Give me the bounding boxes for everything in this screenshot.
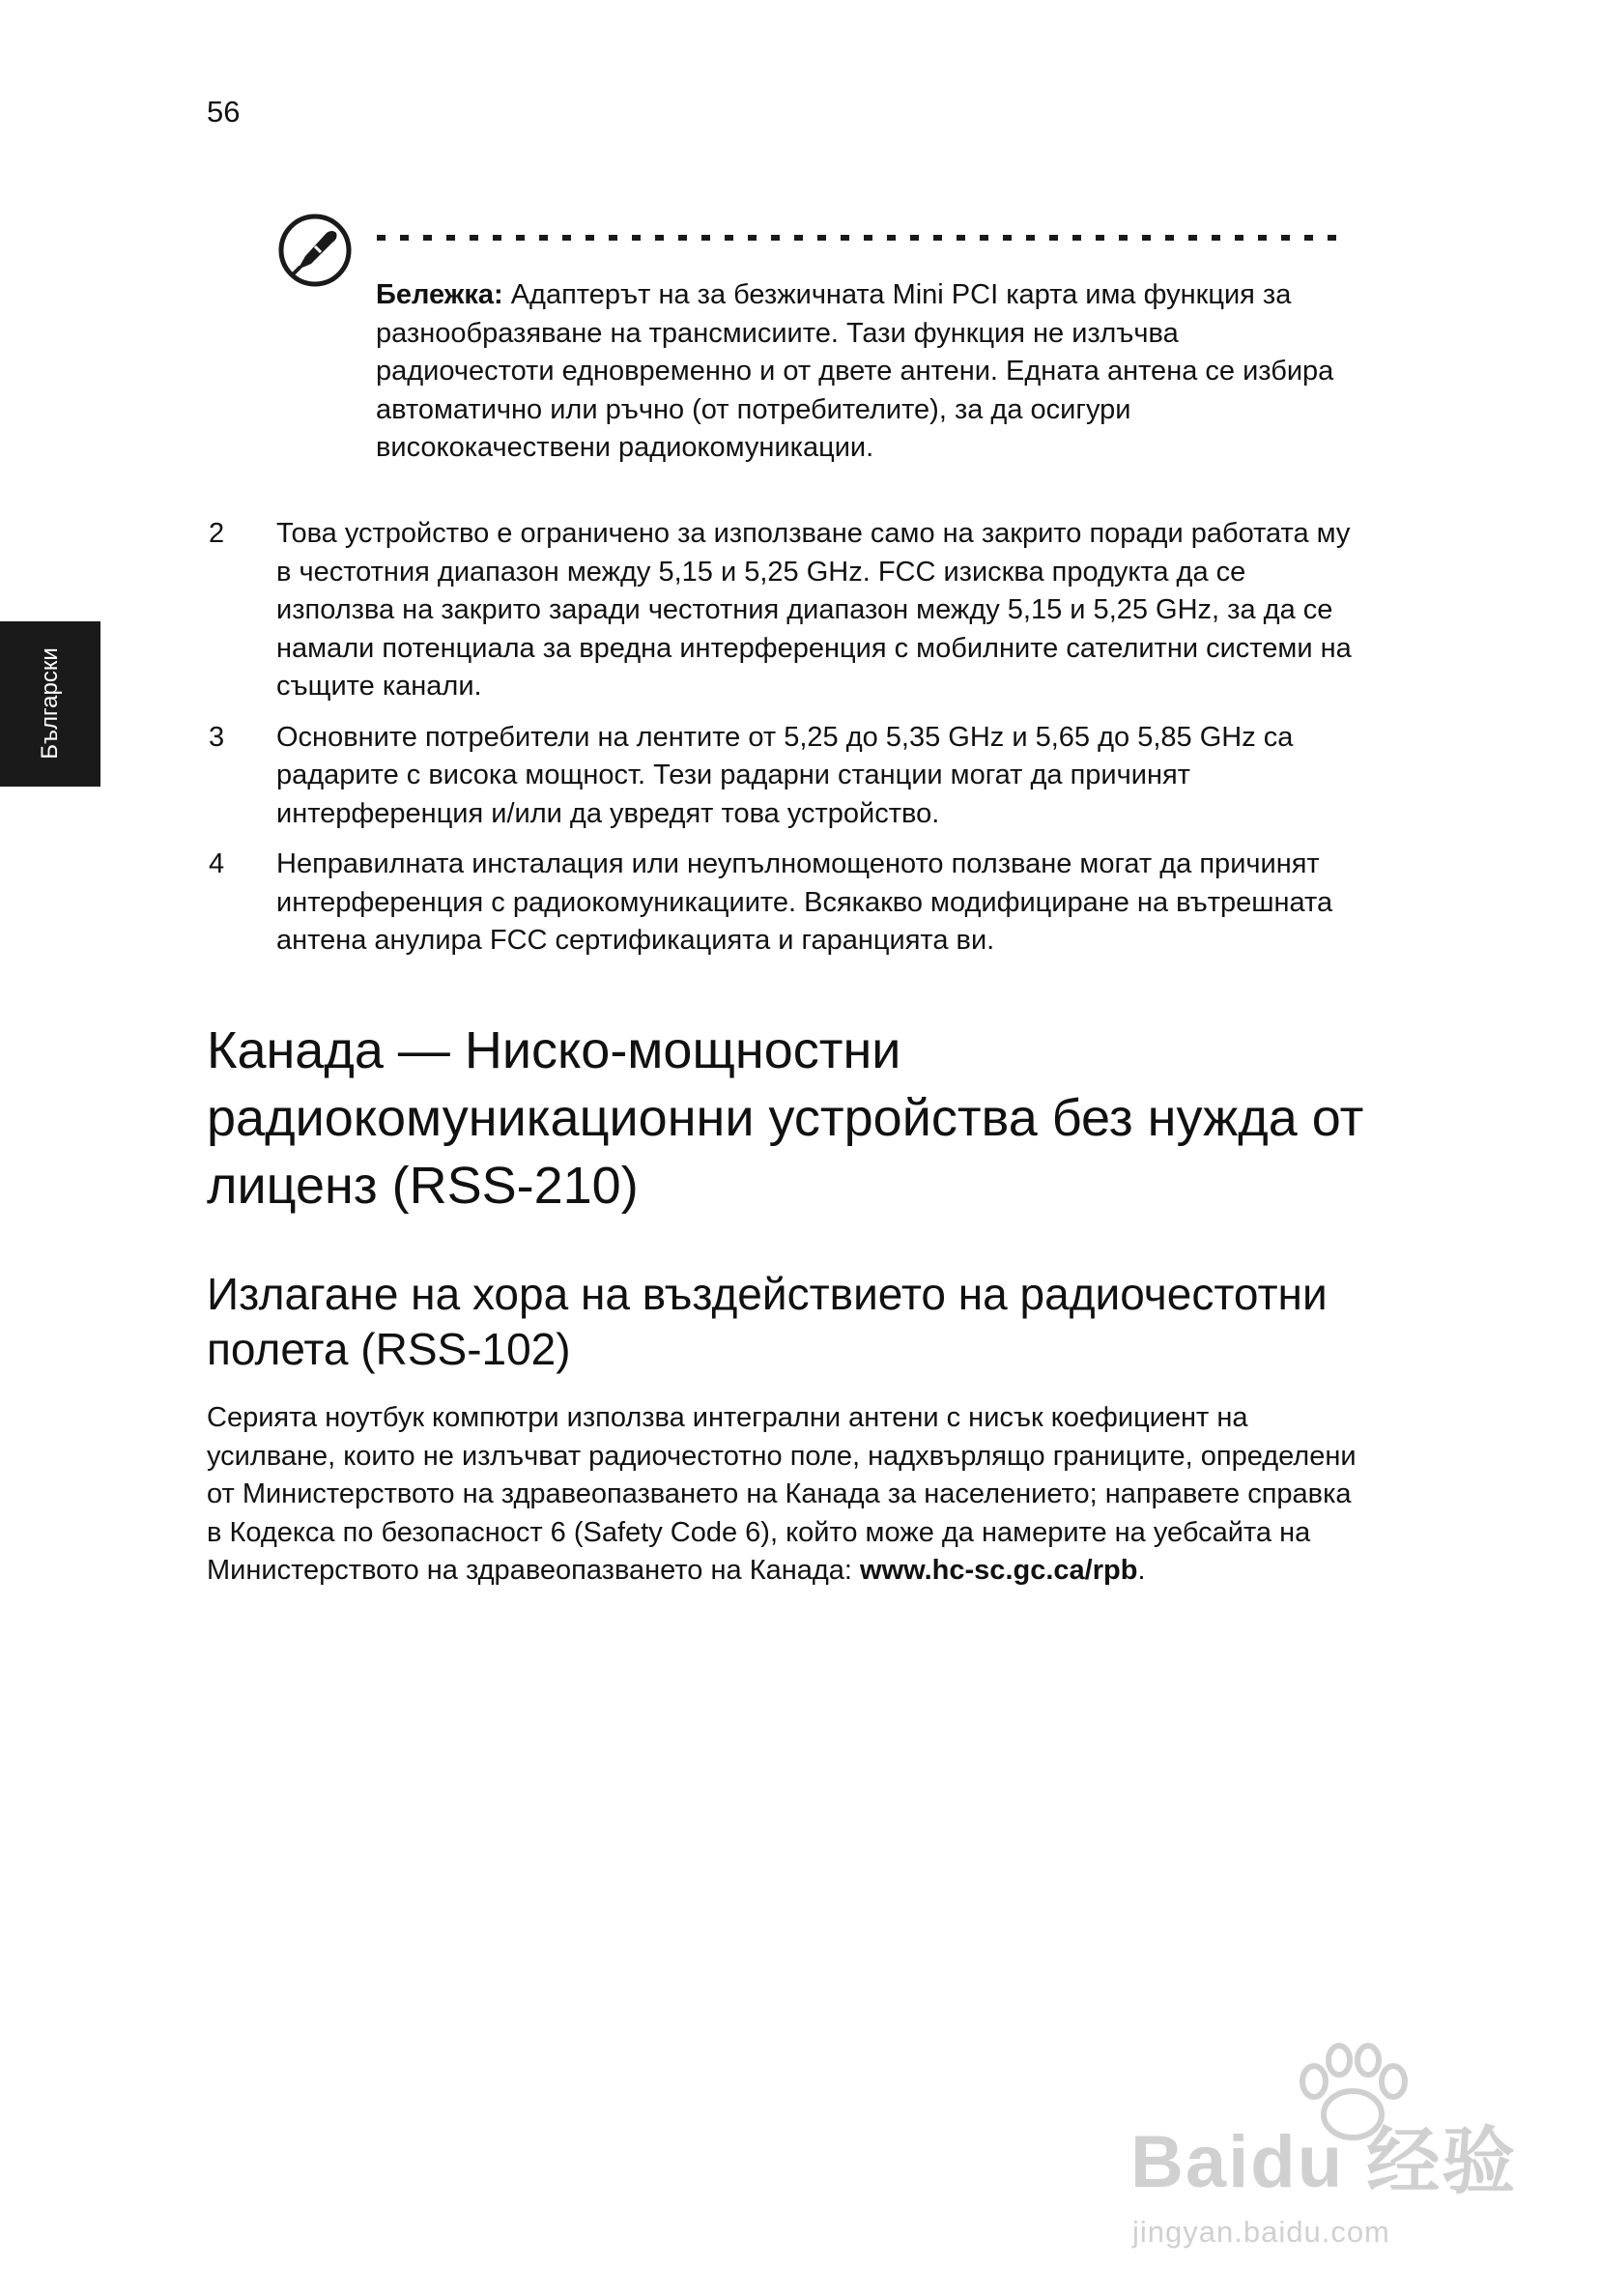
list-item-number: 4 [209,848,225,879]
section-subheading: Излагане на хора на въздействието на радиочестотни полета (RSS-102) [207,1269,1328,1374]
list-item-text: Основните потребители на лентите от 5,25 до 5,35 GHz и 5,65 до 5,85 GHz са радарите с висока мощност. Тези радарни станции могат да причинят интерференция и/или да увредят това устройство. [276,721,1294,829]
watermark-brand: Baidu 经验 [1130,2121,1518,2203]
watermark-site: jingyan.baidu.com [1132,2215,1390,2249]
list-item-text: Неправилната инсталация или неупълномощеното ползване могат да причинят интерференция с радиокомуникациите. Всякакво модифициране на вътрешната антена анулира FCC сертификацията и гаранцията ви. [276,848,1333,956]
section-heading: Канада — Ниско-мощностни радиокомуникационни устройства без нужда от лиценз (RSS-210) [207,1021,1364,1215]
list-item-number: 3 [209,721,225,753]
note-pen-icon [276,212,354,289]
language-tab-label: Български [37,647,63,760]
note-body: Адаптерът на за безжичната Mini PCI карта има функция за разнообразяване на трансмисиите. Тази функция не излъчва радиочестоти едновременно и от двете антени. Едната антена се избира автоматично или ръчно (от потребителите), за да осигури висококачествени радиокомуникации. [376,279,1334,463]
note-dotted-divider [377,235,1351,241]
health-canada-link[interactable]: www.hc-sc.gc.ca/rpb [860,1555,1138,1586]
page-number: 56 [207,95,241,129]
language-side-tab [0,621,100,787]
note-label: Бележка: [376,279,503,310]
list-item-text: Това устройство е ограничено за използване само на закрито поради работата му в честотния диапазон между 5,15 и 5,25 GHz. FCC изисква продукта да се използва на закрито заради честотния диапазон между 5,15 и 5,25 GHz, за да се намали потенциала за вредна интерференция с мобилните сателитни системи на същите канали. [276,518,1352,702]
list-item [207,515,1366,706]
body-paragraph [207,1399,1366,1591]
body-paragraph-suffix: . [1137,1555,1146,1586]
note-text [376,276,1342,468]
list-item [207,846,1366,961]
body-paragraph-text: Серията ноутбук компютри използва интегрални антени с нисък коефициент на усилване, които не излъчват радиочестотно поле, надхвърлящо границите, определени от Министерството на здравеопазването на Канада за населението; направете справка в Кодекса по безопасност 6 (Safety Code 6), който може да намерите на уебсайта на Министерството на здравеопазването на Канада: [207,1402,1357,1586]
numbered-list [207,515,1366,973]
baidu-watermark [1121,2039,1517,2261]
list-item [207,719,1366,834]
list-item-number: 2 [209,518,225,549]
